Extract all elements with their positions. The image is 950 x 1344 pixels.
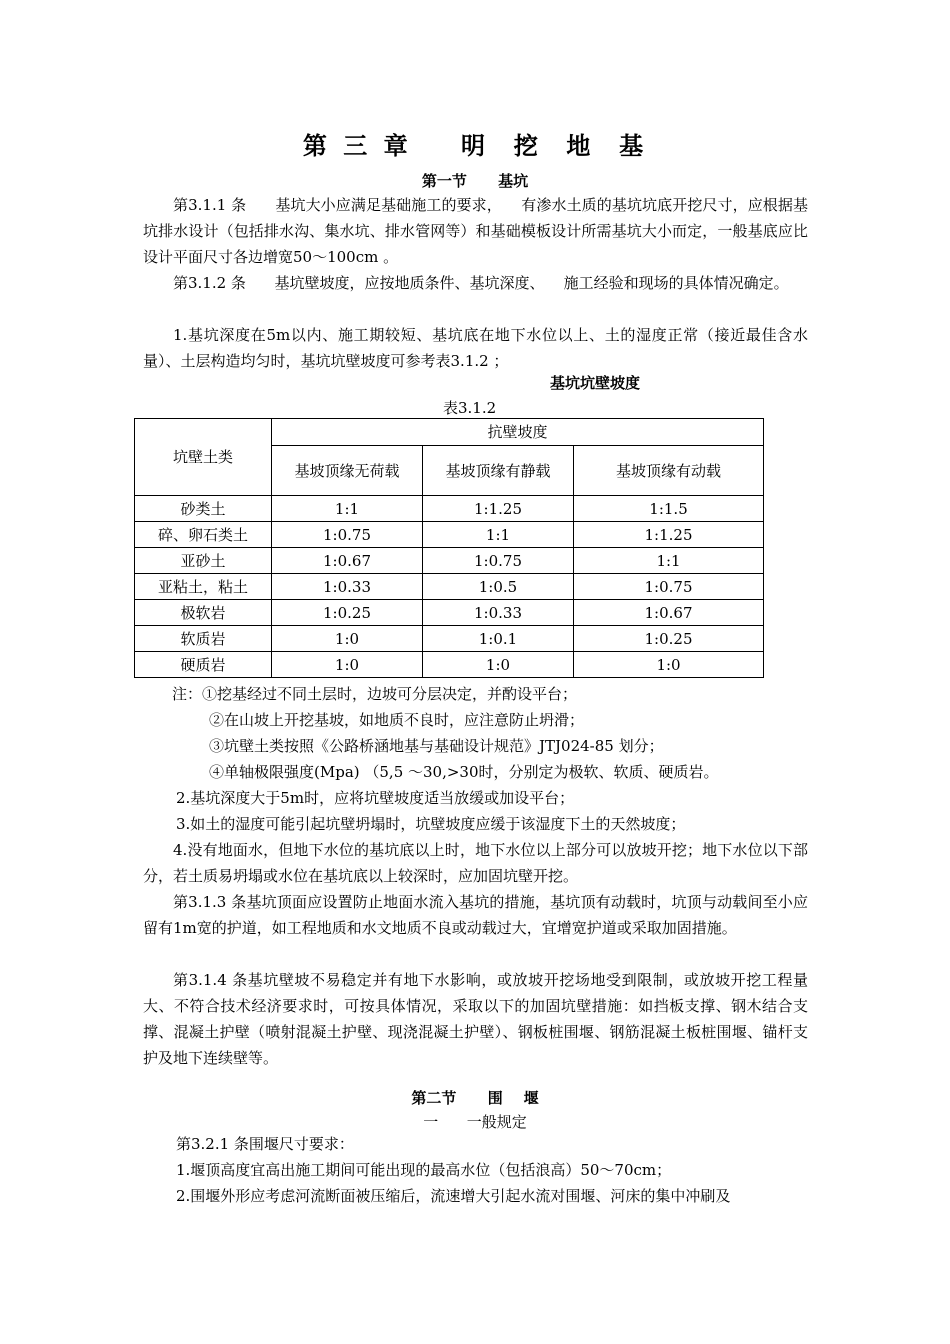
table-cell: 1:0.75 <box>423 548 574 574</box>
table-header-group: 抗壁坡度 <box>272 419 764 446</box>
table-cell: 1:0.25 <box>272 600 423 626</box>
table-cell: 1:1 <box>272 496 423 522</box>
item-2: 2.基坑深度大于5m时，应将坑壁坡度适当放缓或加设平台； <box>176 789 575 807</box>
table-cell: 1:0.33 <box>423 600 574 626</box>
item-1: 1.基坑深度在5m以内、施工期较短、基坑底在地下水位以上、土的湿度正常（接近最佳含水量）、土层构造均匀时，基坑坑壁坡度可参考表3.1.2 ； <box>143 326 808 370</box>
item-3-2-1-1: 1.堰顶高度宜高出施工期间可能出现的最高水位（包括浪高）50～70cm； <box>176 1161 672 1179</box>
table-cell: 1:0 <box>423 652 574 678</box>
table-cell: 1:1 <box>574 548 764 574</box>
table-cell: 1:0 <box>272 652 423 678</box>
table-cell: 亚砂土 <box>135 548 272 574</box>
section-subtitle: 一 一般规定 <box>423 1113 527 1131</box>
table-cell: 1:1.25 <box>423 496 574 522</box>
table-cell: 碎、卵石类土 <box>135 522 272 548</box>
paragraph-3-1-4: 第3.1.4 条基坑壁坡不易稳定并有地下水影响，或放坡开挖场地受到限制，或放坡开挖工程量大、不符合技术经济要求时，可按具体情况，采取以下的加固坑壁措施：如挡板支撑、钢木结合支撑、混凝土护壁（喷射混凝土护壁、现浇混凝土护壁）、钢板桩围堰、钢筋混凝土板桩围堰、锚杆支护及地下连续壁等。 <box>143 971 808 1067</box>
note-3: ③坑壁土类按照《公路桥涵地基与基础设计规范》JTJ024-85 划分； <box>209 737 664 755</box>
item-3-2-1-2: 2.围堰外形应考虑河流断面被压缩后，流速增大引起水流对围堰、河床的集中冲刷及 <box>176 1187 731 1205</box>
note-1: 注：①挖基经过不同土层时，边坡可分层决定，并酌设平台； <box>172 685 578 703</box>
paragraph-3-1-3: 第3.1.3 条基坑顶面应设置防止地面水流入基坑的措施，基坑顶有动载时，坑顶与动载间至小应留有1m宽的护道，如工程地质和水文地质不良或动载过大，宜增宽护道或采取加固措施。 <box>143 893 808 937</box>
paragraph-3-1-2: 第3.1.2 条 基坑壁坡度，应按地质条件、基坑深度、 施工经验和现场的具体情况确定。 <box>173 274 789 292</box>
paragraph-3-2-1: 第3.2.1 条围堰尺寸要求： <box>176 1135 354 1153</box>
table-cell: 1:0.75 <box>574 574 764 600</box>
table-cell: 1:1 <box>423 522 574 548</box>
table-cell: 1:0.1 <box>423 626 574 652</box>
item-4: 4.没有地面水，但地下水位的基坑底以上时，地下水位以上部分可以放坡开挖；地下水位以下部分，若土质易坍塌或水位在基坑底以上较深时，应加固坑壁开挖。 <box>143 841 808 885</box>
table-cell: 1:0.25 <box>574 626 764 652</box>
table-heading: 基坑坑壁坡度 <box>550 374 641 392</box>
note-4: ④单轴极限强度(Mpa) （5,5 ～30,>30时，分别定为极软、软质、硬质岩。 <box>209 763 719 781</box>
table-row <box>135 652 764 678</box>
item-3: 3.如土的湿度可能引起坑壁坍塌时，坑壁坡度应缓于该湿度下土的天然坡度； <box>176 815 686 833</box>
table-row <box>135 600 764 626</box>
chapter-title: 第 三 章 明 挖 地 基 <box>302 132 648 160</box>
note-2: ②在山坡上开挖基坡，如地质不良时，应注意防止坍滑； <box>209 711 585 729</box>
table-cell: 1:0.67 <box>574 600 764 626</box>
table-cell: 1:0 <box>272 626 423 652</box>
table-row <box>135 574 764 600</box>
table-cell: 1:0.75 <box>272 522 423 548</box>
section-title-1: 第一节 基坑 <box>421 172 529 190</box>
table-cell: 1:0.33 <box>272 574 423 600</box>
table-cell: 1:1.25 <box>574 522 764 548</box>
table-cell: 1:0.67 <box>272 548 423 574</box>
table-cell: 极软岩 <box>135 600 272 626</box>
table-caption: 表3.1.2 <box>443 399 497 417</box>
table-cell: 软质岩 <box>135 626 272 652</box>
table-cell: 1:0 <box>574 652 764 678</box>
table-cell: 砂类土 <box>135 496 272 522</box>
table-cell: 亚粘土，粘土 <box>135 574 272 600</box>
slope-table <box>134 418 764 678</box>
table-header-soil: 坑壁土类 <box>135 419 272 496</box>
table-header-col: 基坡顶缘有动载 <box>574 446 764 496</box>
paragraph-3-1-1: 第3.1.1 条 基坑大小应满足基础施工的要求， 有渗水土质的基坑坑底开挖尺寸，应根据基坑排水设计（包括排水沟、集水坑、排水管网等）和基础模板设计所需基坑大小而定，一般基底应比设计平面尺寸各边增宽50～100cm 。 <box>143 196 808 266</box>
section-title-2: 第二节 围 堰 <box>411 1089 539 1107</box>
table-cell: 1:1.5 <box>574 496 764 522</box>
table-row <box>135 626 764 652</box>
table-row <box>135 548 764 574</box>
table-row <box>135 496 764 522</box>
table-row <box>135 522 764 548</box>
table-header-col: 基坡顶缘无荷载 <box>272 446 423 496</box>
table-cell: 硬质岩 <box>135 652 272 678</box>
table-cell: 1:0.5 <box>423 574 574 600</box>
table-header-col: 基坡顶缘有静载 <box>423 446 574 496</box>
